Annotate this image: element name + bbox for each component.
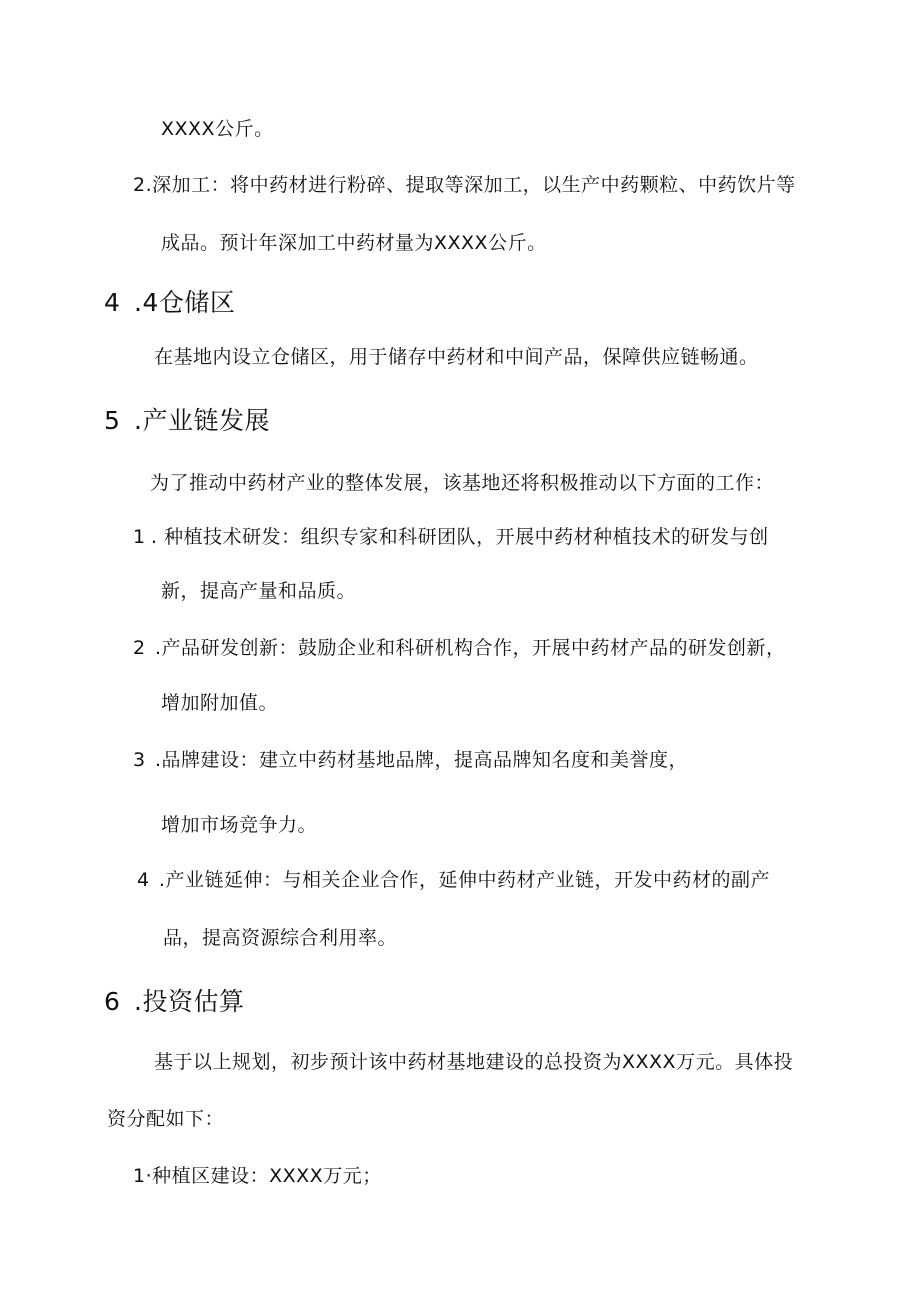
list-item-continuation: 增加市场竞争力。 — [161, 814, 318, 836]
list-number: 3 — [133, 749, 146, 771]
list-item-2 — [133, 635, 786, 661]
list-number: 2 — [133, 637, 146, 659]
list-item-4 — [137, 867, 770, 893]
section-heading-4-4 — [104, 287, 235, 319]
heading-number: 4 — [104, 288, 121, 317]
section-heading-5 — [104, 405, 270, 437]
list-text: . 种植技术研发：组织专家和科研团队，开展中药材种植技术的研发与创 — [151, 526, 769, 548]
list-number: 4 — [137, 869, 150, 891]
list-number: 1 — [133, 526, 146, 548]
list-text: .产品研发创新：鼓励企业和科研机构合作，开展中药材产品的研发创新， — [155, 637, 786, 659]
list-item-continuation: 成品。预计年深加工中药材量为XXXX公斤。 — [161, 232, 547, 254]
heading-text: .4仓储区 — [134, 288, 236, 317]
paragraph-line: 基于以上规划，初步预计该中药材基地建设的总投资为XXXX万元。具体投 — [154, 1051, 794, 1073]
paragraph-line: 资分配如下： — [107, 1108, 225, 1130]
heading-text: .产业链发展 — [134, 406, 270, 435]
list-item-continuation: 新，提高产量和品质。 — [161, 580, 357, 602]
paragraph-line: XXXX公斤。 — [161, 118, 274, 140]
heading-text: .投资估算 — [134, 987, 245, 1016]
heading-number: 5 — [104, 406, 121, 435]
list-item-continuation: 增加附加值。 — [161, 692, 279, 714]
list-item-1 — [133, 524, 769, 550]
list-item-3 — [133, 747, 688, 773]
paragraph-line: 为了推动中药材产业的整体发展，该基地还将积极推动以下方面的工作： — [150, 472, 775, 494]
section-heading-6 — [104, 986, 244, 1018]
paragraph-line: 在基地内设立仓储区，用于储存中药材和中间产品，保障供应链畅通。 — [154, 346, 759, 368]
list-item-investment-1: 1·种植区建设：XXXX万元； — [133, 1165, 382, 1187]
list-item-continuation: 品，提高资源综合利用率。 — [163, 927, 398, 949]
list-text: .产业链延伸：与相关企业合作，延伸中药材产业链，开发中药材的副产 — [159, 869, 771, 891]
heading-number: 6 — [104, 987, 121, 1016]
list-item-deep-processing: 2.深加工：将中药材进行粉碎、提取等深加工，以生产中药颗粒、中药饮片等 — [133, 174, 796, 196]
list-text: .品牌建设：建立中药材基地品牌，提高品牌知名度和美誉度， — [155, 749, 689, 771]
